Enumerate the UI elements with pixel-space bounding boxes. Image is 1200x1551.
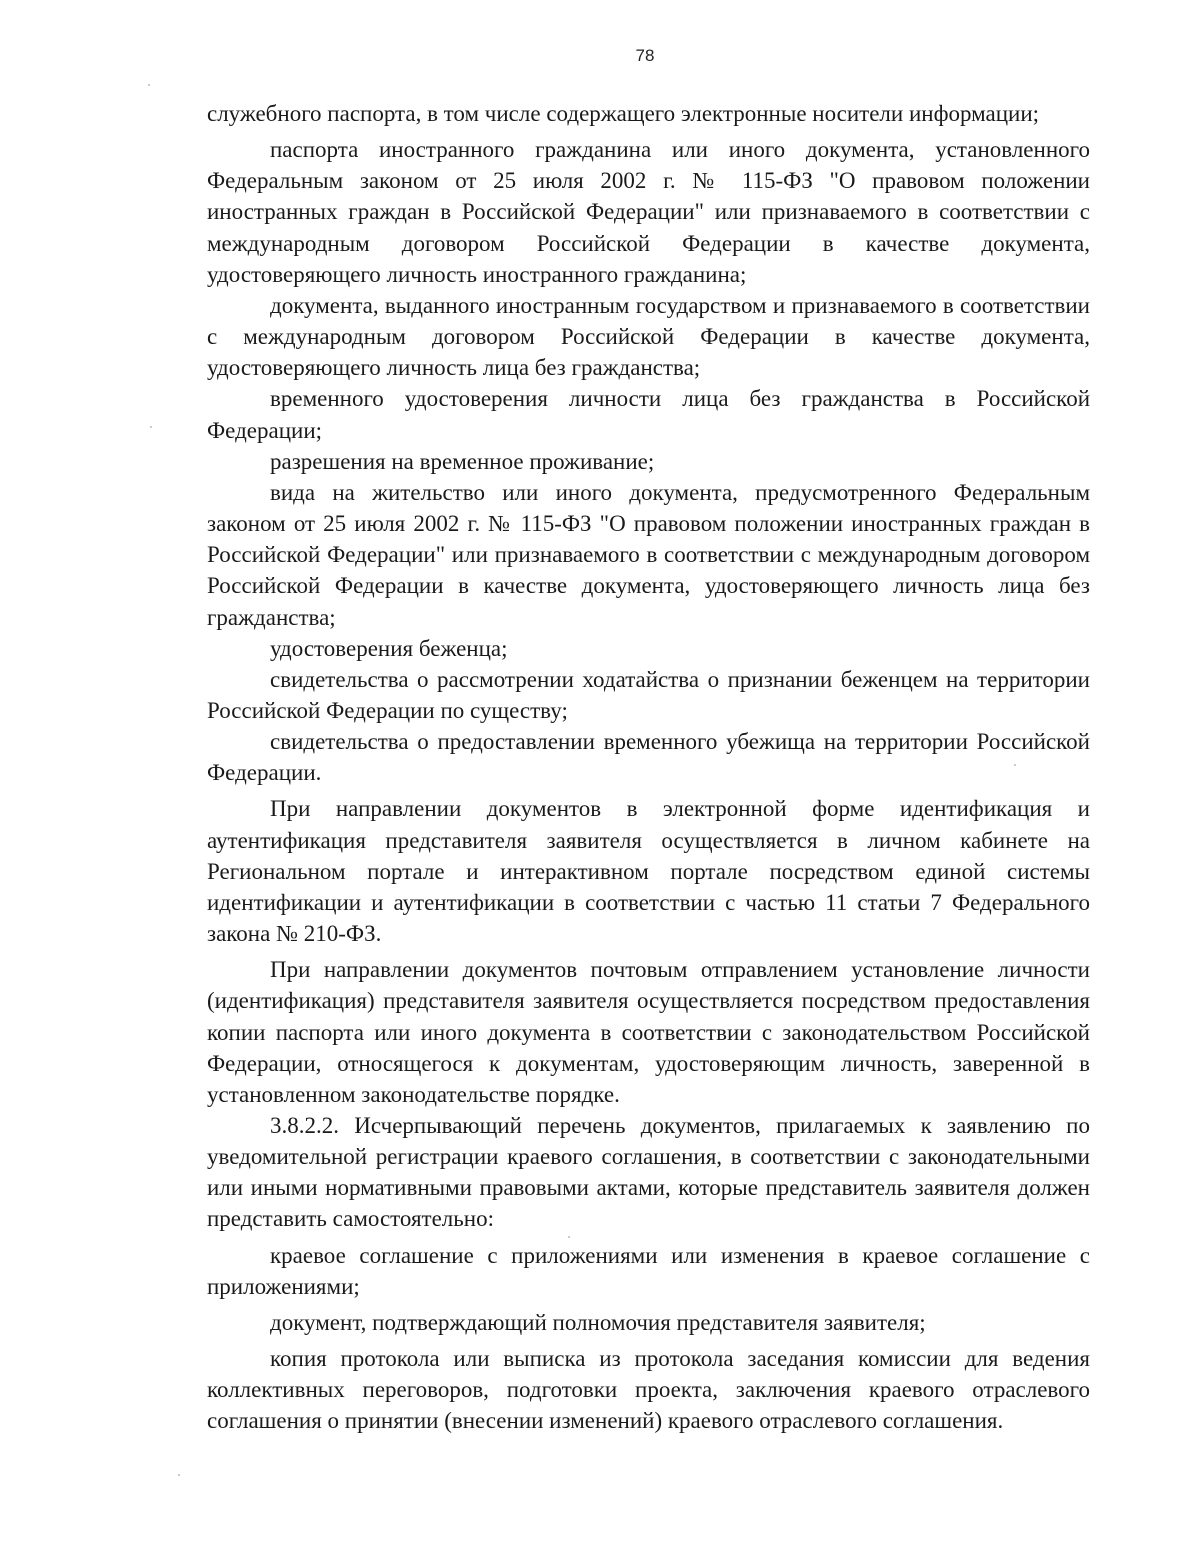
paragraph-postal-identification: При направлении документов почтовым отправлением установление личности (идентификация) представителя заявителя осуществляется посредством предоставления копии паспорта или иного документа в соответствии с законодательством Российской Федерации, относящегося к документам, удостоверяющим личность, заверенной в установленном законодательстве порядке. bbox=[207, 957, 1090, 1107]
paragraph-refugee-application: свидетельства о рассмотрении ходатайства о признании беженцем на территории Российской Федерации по существу; bbox=[207, 666, 1090, 723]
paragraph-authority-document: документ, подтверждающий полномочия представителя заявителя; bbox=[270, 1309, 926, 1335]
paragraph-residence-permit: вида на жительство или иного документа, предусмотренного Федеральным законом от 25 июля 2002 г. № 115-ФЗ "О правовом положении иностранных граждан в Российской Федерации" или признаваемого в соответствии с международным договором Российской Федерации в качестве документа, удостоверяющего личность лица без гражданства; bbox=[207, 479, 1090, 630]
scan-speck bbox=[178, 1474, 180, 1476]
paragraph-temporary-asylum: свидетельства о предоставлении временного убежища на территории Российской Федерации. bbox=[207, 729, 1090, 786]
scan-speck bbox=[1014, 764, 1016, 766]
paragraph-protocol-copy: копия протокола или выписка из протокола заседания комиссии для ведения коллективных переговоров, подготовки проекта, заключения краевого отраслевого соглашения о принятии (внесении изменений) краевого отраслевого соглашения. bbox=[207, 1346, 1090, 1434]
paragraph-electronic-identification: При направлении документов в электронной форме идентификация и аутентификация представителя заявителя осуществляется в личном кабинете на Региональном портале и интерактивном портале посредством единой системы идентификации и аутентификации в соответствии с частью 11 статьи 7 Федерального закона № 210-ФЗ. bbox=[207, 796, 1090, 947]
paragraph-service-passport: служебного паспорта, в том числе содержащего электронные носители информации; bbox=[207, 101, 1040, 126]
document-body bbox=[207, 98, 1090, 1437]
paragraph-regional-agreement: краевое соглашение с приложениями или изменения в краевое соглашение с приложениями; bbox=[207, 1242, 1090, 1299]
paragraph-foreign-state-document: документа, выданного иностранным государством и признаваемого в соответствии с международным договором Российской Федерации в качестве документа, удостоверяющего личность лица без гражданства; bbox=[207, 292, 1090, 381]
paragraph-refugee-certificate: удостоверения беженца; bbox=[270, 635, 508, 661]
scan-speck bbox=[150, 426, 152, 428]
paragraph-section-3-8-2-2: 3.8.2.2. Исчерпывающий перечень документов, прилагаемых к заявлению по уведомительной регистрации краевого соглашения, в соответствии с законодательными или иными нормативными правовыми актами, которые представитель заявителя должен представить самостоятельно: bbox=[207, 1113, 1090, 1232]
paragraph-temporary-certificate: временного удостоверения личности лица без гражданства в Российской Федерации; bbox=[207, 386, 1090, 443]
paragraph-temporary-residence: разрешения на временное проживание; bbox=[270, 448, 655, 474]
page-number: 78 bbox=[635, 46, 655, 65]
scan-speck bbox=[148, 84, 150, 86]
paragraph-foreign-passport: паспорта иностранного гражданина или иного документа, установленного Федеральным законом от 25 июля 2002 г. № 115-ФЗ "О правовом положении иностранных граждан в Российской Федерации" или признаваемого в соответствии с международным договором Российской Федерации в качестве документа, удостоверяющего личность иностранного гражданина; bbox=[207, 137, 1090, 287]
scan-speck bbox=[568, 1236, 570, 1238]
